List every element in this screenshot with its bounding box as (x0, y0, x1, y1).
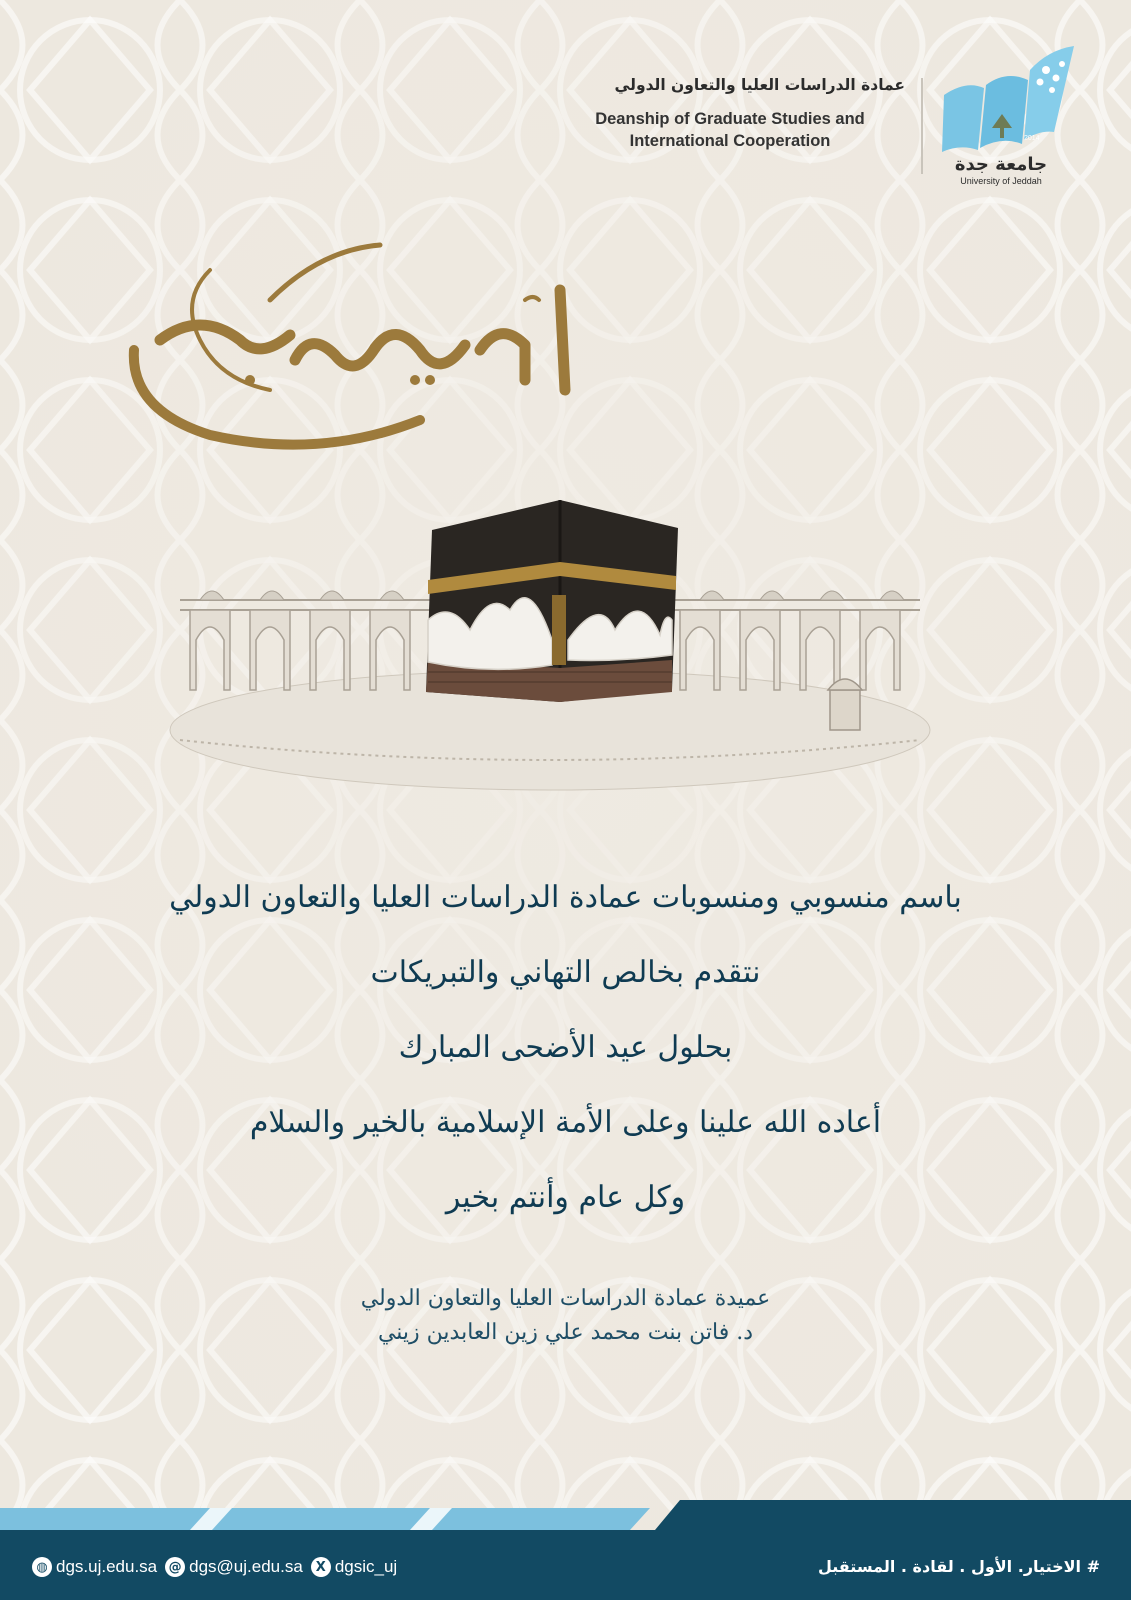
message-line: بحلول عيد الأضحى المبارك (398, 1030, 733, 1065)
website-text: dgs.uj.edu.sa (56, 1557, 158, 1576)
department-name-english-line2: International Cooperation (629, 132, 831, 150)
kaaba-illustration (160, 500, 940, 800)
x-icon: X (311, 1557, 331, 1577)
signature-title: عميدة عمادة الدراسات العليا والتعاون الدولي (360, 1286, 771, 1311)
website-link[interactable] (32, 1557, 157, 1577)
footer-band (0, 1500, 1131, 1600)
greeting-message (60, 868, 1071, 1243)
social-text: dgsic_uj (334, 1557, 398, 1576)
signature-block (200, 1282, 931, 1350)
university-name-arabic: جامعة جدة (954, 154, 1048, 175)
email-text: dgs@uj.edu.sa (189, 1557, 303, 1576)
signature-name: د. فاتن بنت محمد علي زين العابدين زيني (377, 1320, 754, 1345)
at-icon: @ (165, 1557, 185, 1577)
header-divider (921, 78, 923, 174)
header (0, 0, 1131, 200)
message-line: باسم منسوبي ومنسوبات عمادة الدراسات العليا والتعاون الدولي (169, 880, 962, 915)
department-name-english-line1: Deanship of Graduate Studies and (595, 110, 865, 128)
eid-calligraphy (120, 230, 600, 470)
social-link[interactable] (311, 1557, 397, 1577)
university-name-english: University of Jeddah (960, 176, 1042, 186)
logo-year: 2014 (1024, 135, 1040, 142)
footer-slogan: # الاختيار. الأول . لقادة . المستقبل (817, 1557, 1100, 1576)
message-line: أعاده الله علينا وعلى الأمة الإسلامية بالخير والسلام (249, 1105, 882, 1140)
footer (0, 1500, 1131, 1600)
globe-icon: ◍ (32, 1557, 52, 1577)
email-link[interactable] (165, 1557, 303, 1577)
message-line: نتقدم بخالص التهاني والتبريكات (370, 955, 761, 990)
message-line: وكل عام وأنتم بخير (445, 1180, 686, 1215)
department-name-english (555, 108, 905, 152)
footer-contacts (32, 1552, 405, 1582)
department-name-arabic: عمادة الدراسات العليا والتعاون الدولي (614, 76, 905, 94)
